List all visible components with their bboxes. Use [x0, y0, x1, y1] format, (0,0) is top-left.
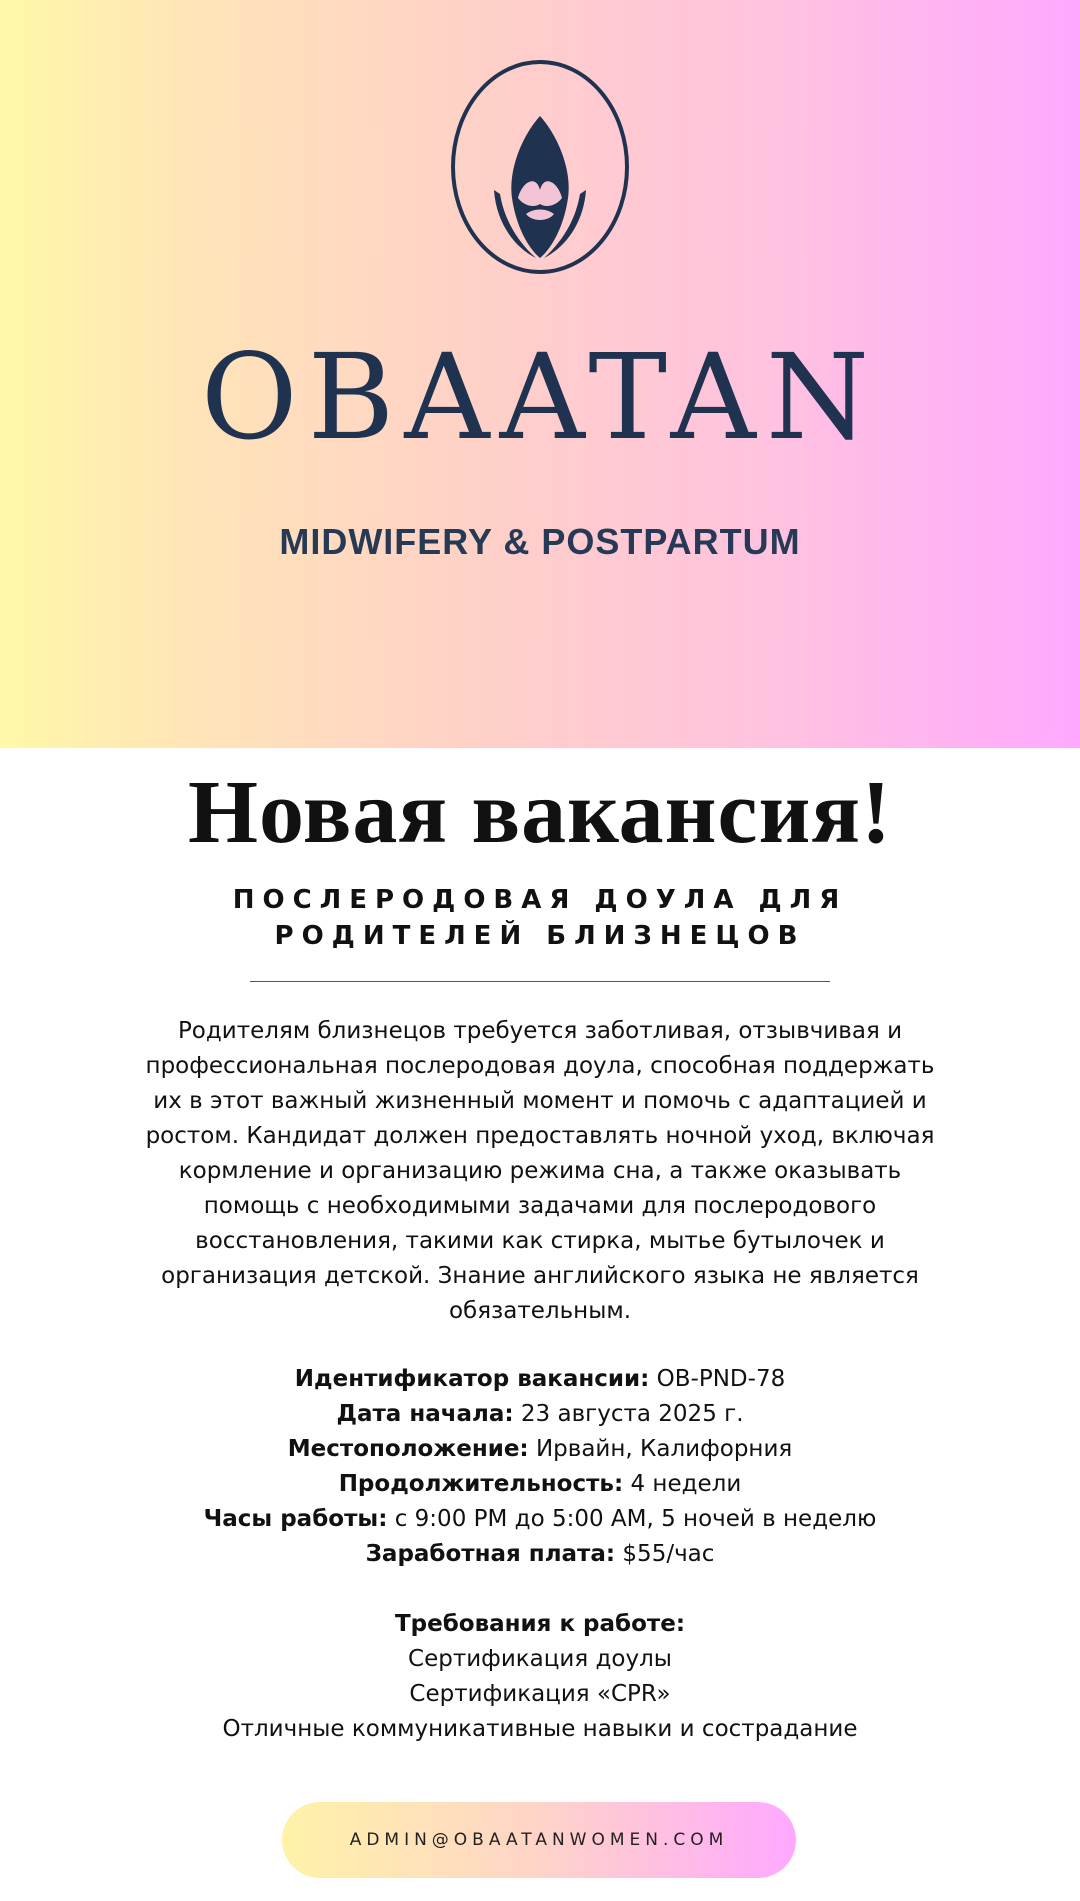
detail-value: с 9:00 PM до 5:00 AM, 5 ночей в неделю [394, 1506, 877, 1532]
brand-tagline: MIDWIFERY & POSTPARTUM [279, 521, 801, 562]
brand-name: OBAATAN [200, 328, 880, 466]
detail-row-id [100, 1362, 980, 1397]
detail-label: Идентификатор вакансии: [294, 1366, 650, 1392]
detail-row-hours [100, 1502, 980, 1537]
page-title: Новая вакансия! [188, 763, 892, 862]
requirements-section [100, 1607, 980, 1747]
detail-label: Местоположение: [287, 1436, 529, 1462]
requirement-item: Отличные коммуникативные навыки и сострадание [222, 1716, 858, 1742]
detail-label: Заработная плата: [365, 1541, 616, 1567]
position-subtitle: ПОСЛЕРОДОВАЯ ДОУЛА ДЛЯ РОДИТЕЛЕЙ БЛИЗНЕЦОВ [232, 885, 848, 951]
detail-label: Продолжительность: [338, 1471, 624, 1497]
contact-email-button[interactable]: ADMIN@OBAATANWOMEN.COM [282, 1802, 796, 1878]
detail-row-salary [100, 1537, 980, 1572]
detail-value: 4 недели [630, 1471, 742, 1497]
detail-label: Дата начала: [336, 1401, 514, 1427]
requirements-title: Требования к работе: [394, 1611, 686, 1637]
detail-value: 23 августа 2025 г. [520, 1401, 744, 1427]
job-description: Родителям близнецов требуется заботливая, отзывчивая и профессиональная послеродовая доула, способная поддержать их в этот важный жизненный момент и помочь с адаптацией и ростом. Кандидат должен предоставлять ночной уход, включая кормление и организацию режима сна, а также оказывать помощь с необходимыми задачами для послеродового восстановления, такими как стирка, мытье бутылочек и организация детской. Знание английского языка не является обязательным. [145, 1018, 935, 1324]
detail-row-duration [100, 1467, 980, 1502]
lotus-logo-icon [450, 58, 630, 276]
detail-row-location [100, 1432, 980, 1467]
requirement-item: Сертификация «CPR» [409, 1681, 671, 1707]
detail-row-start-date [100, 1397, 980, 1432]
detail-label: Часы работы: [203, 1506, 388, 1532]
requirement-item: Сертификация доулы [408, 1646, 672, 1672]
job-details [100, 1362, 980, 1572]
detail-value: $55/час [622, 1541, 715, 1567]
detail-value: OB-PND-78 [656, 1366, 786, 1392]
divider [250, 981, 830, 982]
hero-banner [0, 0, 1080, 748]
detail-value: Ирвайн, Калифорния [535, 1436, 793, 1462]
